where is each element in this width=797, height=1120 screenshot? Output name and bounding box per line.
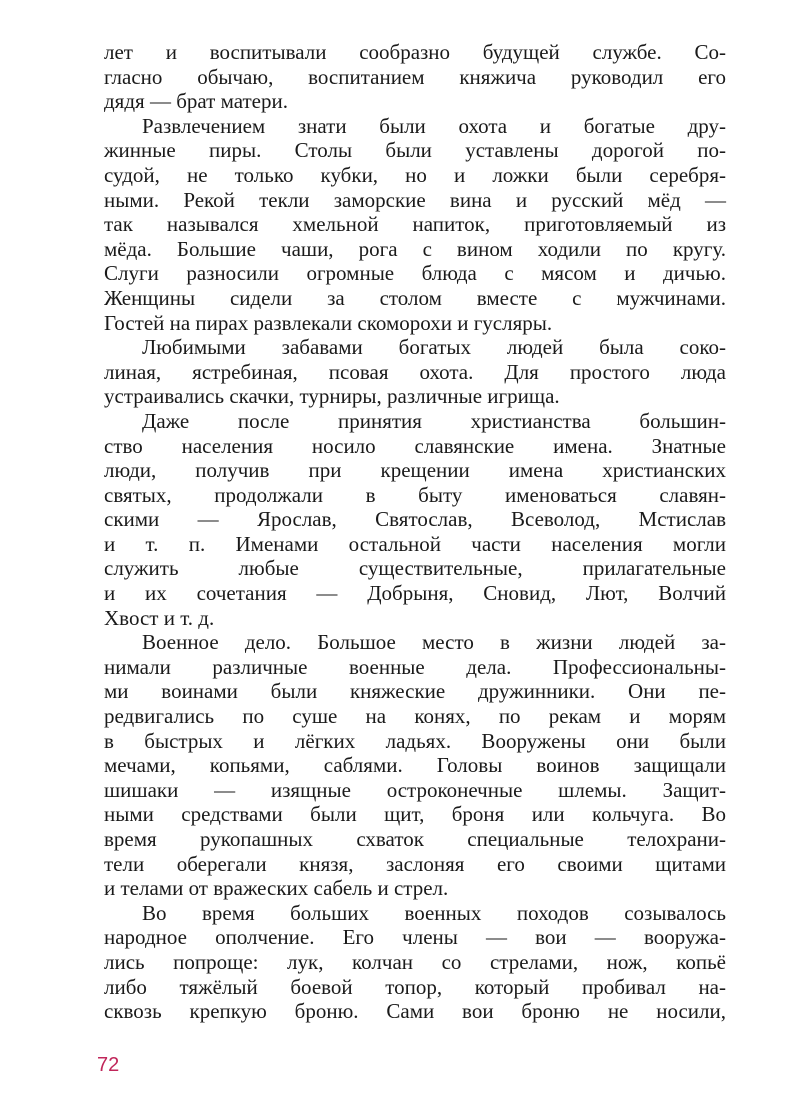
paragraph-5 (104, 630, 726, 901)
text-line: тели оберегали князя, заслоняя его своими щитами (104, 851, 726, 876)
paragraph-6 (104, 901, 726, 1024)
text-line: редвигались по суше на конях, по рекам и морям (104, 704, 726, 729)
text-line: ными средствами были щит, броня или кольчуга. Во (104, 802, 726, 827)
text-line: ство населения носило славянские имена. Знатные (104, 433, 726, 458)
text-line: ными. Рекой текли заморские вина и русский мёд — (104, 187, 726, 212)
text-column (104, 40, 726, 1024)
text-line: и т. п. Именами остальной части населения могли (104, 531, 726, 556)
text-line: мёда. Большие чаши, рога с вином ходили по кругу. (104, 236, 726, 261)
paragraph-4 (104, 409, 726, 630)
text-line: Любимыми забавами богатых людей была соко- (142, 335, 726, 360)
text-line: сквозь крепкую броню. Сами вои броню не носили, (104, 999, 726, 1024)
text-line: Военное дело. Большое место в жизни людей за- (142, 630, 726, 655)
text-line: дядя — брат матери. (104, 89, 288, 114)
text-line: лись попроще: лук, колчан со стрелами, нож, копьё (104, 949, 726, 974)
text-line: Слуги разносили огромные блюда с мясом и дичью. (104, 261, 726, 286)
text-line: скими — Ярослав, Святослав, Всеволод, Мстислав (104, 507, 726, 532)
text-line: так назывался хмельной напиток, приготовляемый из (104, 212, 726, 237)
text-line: ми воинами были княжеские дружинники. Они пе- (104, 679, 726, 704)
text-line: служить любые существительные, прилагательные (104, 556, 726, 581)
paragraph-1 (104, 40, 726, 114)
text-line: гласно обычаю, воспитанием княжича руководил его (104, 64, 726, 89)
text-line: Женщины сидели за столом вместе с мужчинами. (104, 285, 726, 310)
text-line: мечами, копьями, саблями. Головы воинов защищали (104, 753, 726, 778)
paragraph-2 (104, 114, 726, 335)
text-line: и телами от вражеских сабель и стрел. (104, 876, 449, 901)
text-line: Даже после принятия христианства большин- (142, 408, 726, 433)
text-line: жинные пиры. Столы были уставлены дорогой по- (104, 138, 726, 163)
text-line: шишаки — изящные остроконечные шлемы. Защит- (104, 777, 726, 802)
text-line: Развлечением знати были охота и богатые дру- (142, 113, 726, 138)
text-line: либо тяжёлый боевой топор, который пробивал на- (104, 974, 726, 999)
text-line: в быстрых и лёгких ладьях. Вооружены они были (104, 728, 726, 753)
text-line: лет и воспитывали сообразно будущей службе. Со- (104, 40, 726, 64)
text-line: линая, ястребиная, псовая охота. Для простого люда (104, 359, 726, 384)
text-line: народное ополчение. Его члены — вои — вооружа- (104, 925, 726, 950)
text-line: устраивались скачки, турниры, различные игрища. (104, 384, 560, 409)
text-line: судой, не только кубки, но и ложки были серебря- (104, 162, 726, 187)
text-line: и их сочетания — Добрыня, Сновид, Лют, Волчий (104, 581, 726, 606)
text-line: Гостей на пирах развлекали скоморохи и гусляры. (104, 310, 553, 335)
text-line: нимали различные военные дела. Профессиональны- (104, 654, 726, 679)
text-line: время рукопашных схваток специальные телохрани- (104, 827, 726, 851)
text-line: Хвост и т. д. (104, 605, 215, 630)
text-line: люди, получив при крещении имена христианских (104, 458, 726, 483)
paragraph-3 (104, 335, 726, 409)
page-number: 72 (97, 1054, 120, 1076)
text-line: святых, продолжали в быту именоваться славян- (104, 482, 726, 507)
text-line: Во время больших военных походов созывалось (142, 900, 726, 925)
